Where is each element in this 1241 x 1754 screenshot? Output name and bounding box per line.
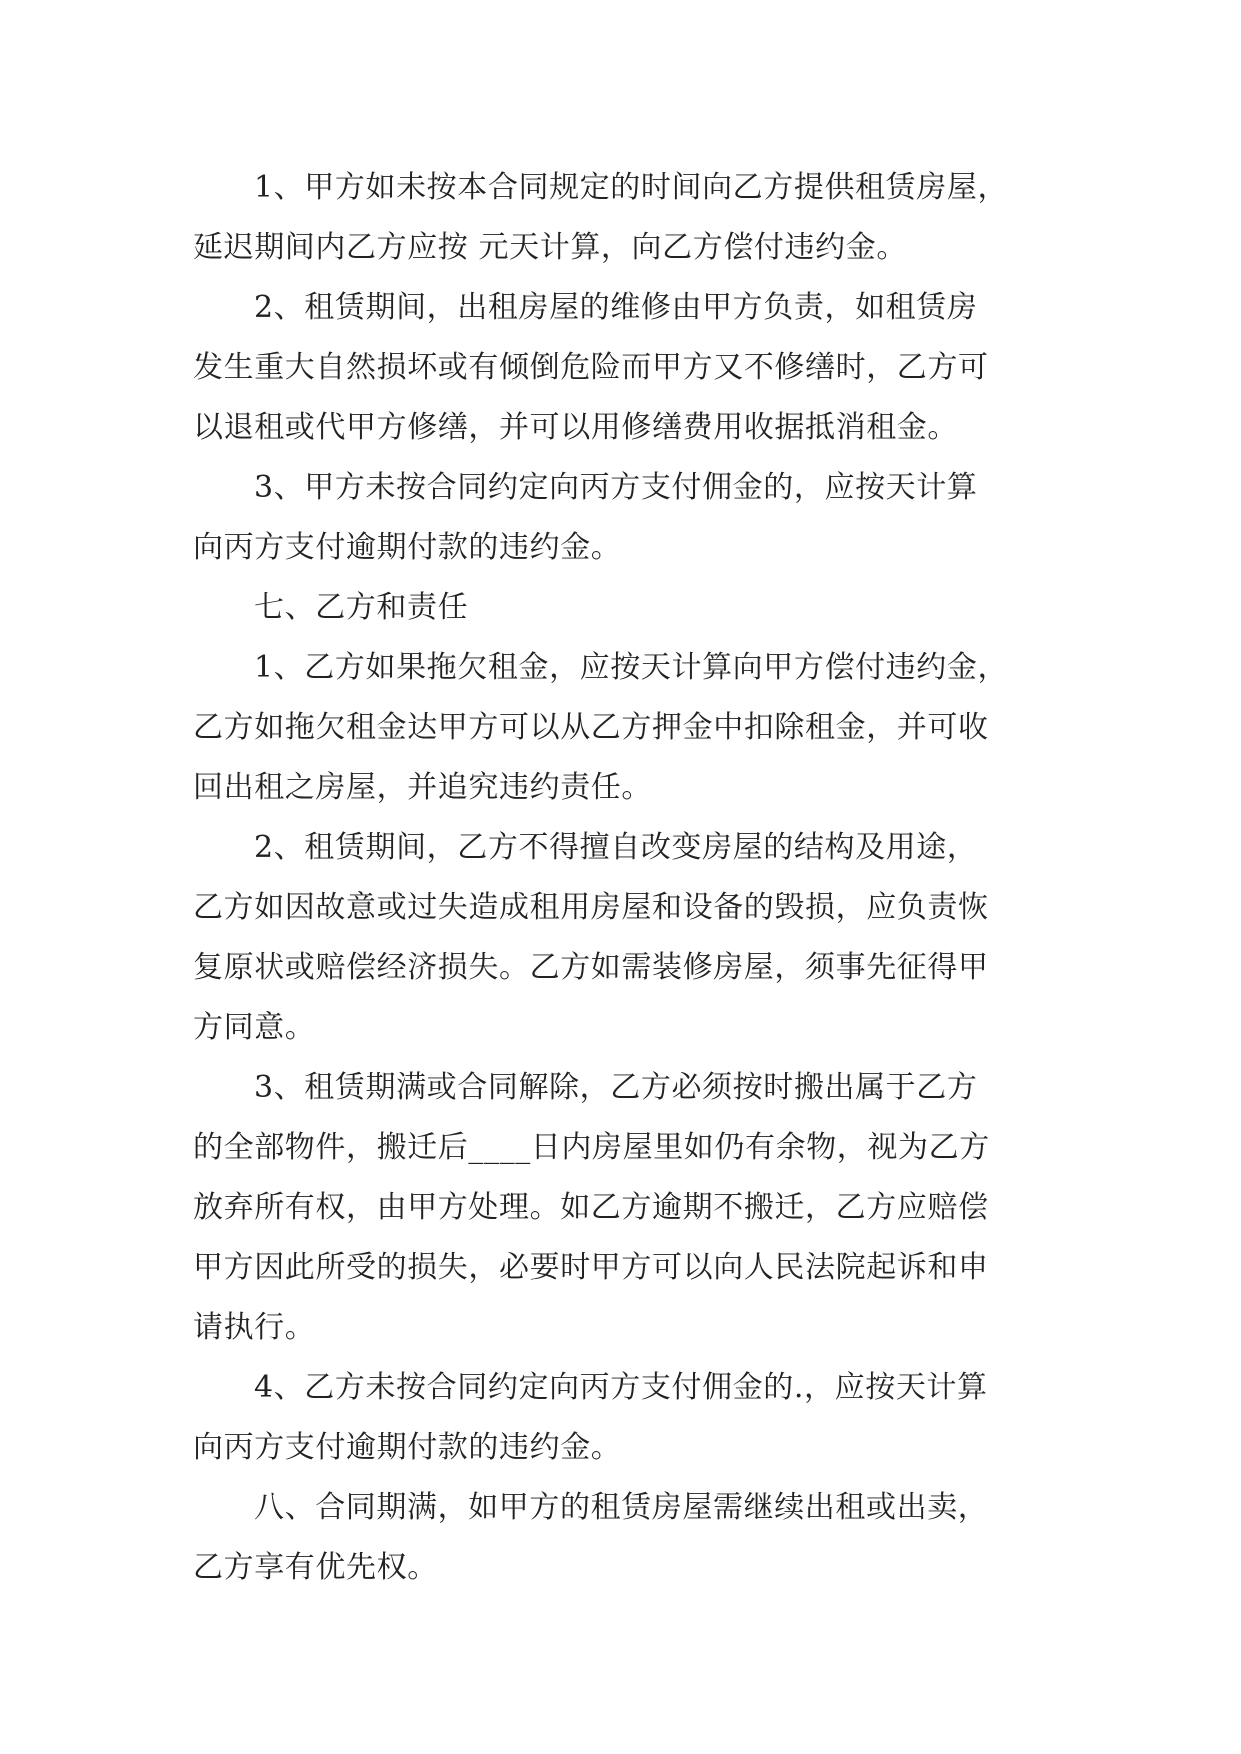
clause-7-2-line-2: 乙方如因故意或过失造成租用房屋和设备的毁损，应负责恢 bbox=[193, 890, 989, 925]
section-7-heading: 七、乙方和责任 bbox=[254, 590, 469, 625]
clause-6-2-line-1: 2、租赁期间，出租房屋的维修由甲方负责，如租赁房 bbox=[254, 290, 978, 325]
clause-6-2-line-3: 以退租或代甲方修缮，并可以用修缮费用收据抵消租金。 bbox=[193, 410, 958, 445]
clause-7-3-line-2: 的全部物件，搬迁后____日内房屋里如仍有余物，视为乙方 bbox=[193, 1130, 990, 1165]
clause-7-1-line-2: 乙方如拖欠租金达甲方可以从乙方押金中扣除租金，并可收 bbox=[193, 710, 989, 745]
section-8-line-1: 八、合同期满，如甲方的租赁房屋需继续出租或出卖， bbox=[254, 1490, 989, 1525]
document-body bbox=[193, 158, 1061, 1598]
clause-7-3-line-5: 请执行。 bbox=[193, 1310, 316, 1345]
clause-7-1-line-1: 1、乙方如果拖欠租金，应按天计算向甲方偿付违约金， bbox=[254, 650, 1009, 685]
clause-7-2-line-1: 2、租赁期间，乙方不得擅自改变房屋的结构及用途， bbox=[254, 830, 978, 865]
clause-7-2-line-4: 方同意。 bbox=[193, 1010, 316, 1045]
section-8-line-2: 乙方享有优先权。 bbox=[193, 1550, 438, 1585]
clause-7-1-line-3: 回出租之房屋，并追究违约责任。 bbox=[193, 770, 652, 805]
clause-7-3-line-4: 甲方因此所受的损失，必要时甲方可以向人民法院起诉和申 bbox=[193, 1250, 989, 1285]
clause-6-1-line-2: 延迟期间内乙方应按 元天计算，向乙方偿付违约金。 bbox=[193, 230, 907, 265]
clause-6-1-line-1: 1、甲方如未按本合同规定的时间向乙方提供租赁房屋， bbox=[254, 170, 1009, 205]
clause-7-4-line-1: 4、乙方未按合同约定向丙方支付佣金的.，应按天计算 bbox=[254, 1370, 988, 1405]
clause-6-3-line-2: 向丙方支付逾期付款的违约金。 bbox=[193, 530, 622, 565]
clause-7-4-line-2: 向丙方支付逾期付款的违约金。 bbox=[193, 1430, 622, 1465]
clause-7-2-line-3: 复原状或赔偿经济损失。乙方如需装修房屋，须事先征得甲 bbox=[193, 950, 989, 985]
clause-7-3-line-1: 3、租赁期满或合同解除，乙方必须按时搬出属于乙方 bbox=[254, 1070, 978, 1105]
clause-7-3-line-3: 放弃所有权，由甲方处理。如乙方逾期不搬迁，乙方应赔偿 bbox=[193, 1190, 989, 1225]
clause-6-2-line-2: 发生重大自然损坏或有倾倒危险而甲方又不修缮时，乙方可 bbox=[193, 350, 989, 385]
clause-6-3-line-1: 3、甲方未按合同约定向丙方支付佣金的，应按天计算 bbox=[254, 470, 978, 505]
